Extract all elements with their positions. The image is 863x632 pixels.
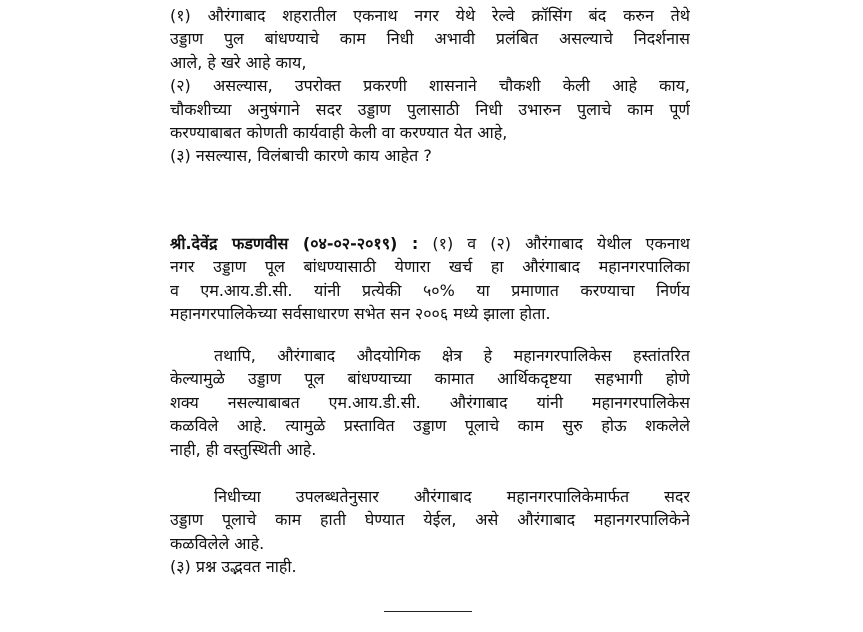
speaker-name-date: श्री.देवेंद्र फडणवीस (०४-०२-२०१९) :	[170, 234, 419, 253]
answer-line: नगर उड्डाण पूल बांधण्यासाठी येणारा खर्च हा औरंगाबाद महानगरपालिका	[170, 257, 690, 277]
answer-line: उड्डाण पूलाचे काम हाती घेण्यात येईल, असे औरंगाबाद महानगरपालिकेने	[170, 510, 690, 530]
question-block	[170, 4, 690, 168]
answer-line: केल्यामुळे उड्डाण पूल बांधण्याच्या कामात आर्थिकदृष्टया सहभागी होणे	[170, 369, 690, 389]
question-line: चौकशीच्या अनुषंगाने सदर उड्डाण पुलासाठी निधी उभारुन पुलाचे काम पूर्ण	[170, 99, 690, 119]
question-line: (२) असल्यास, उपरोक्त प्रकरणी शासनाने चौकशी केली आहे काय,	[170, 76, 690, 96]
answer-line: तथापि, औरंगाबाद औदयोगिक क्षेत्र हे महानगरपालिकेस हस्तांतरित	[214, 346, 690, 365]
question-line: (३) नसल्यास, विलंबाची कारणे काय आहेत ?	[170, 146, 432, 166]
answer-first-line	[170, 232, 690, 255]
answer-parts-1-2-intro: (१) व (२) औरंगाबाद येथील एकनाथ	[432, 234, 690, 253]
answer-block	[170, 232, 690, 326]
question-line: करण्याबाबत कोणती कार्यवाही केली वा करण्यात येत आहे,	[170, 122, 508, 142]
answer-line: कळविले आहे. त्यामुळे प्रस्तावित उड्डाण पूलाचे काम सुरु होऊ शकलेले	[170, 416, 690, 436]
answer-line: व एम.आय.डी.सी. यांनी प्रत्येकी ५०% या प्रमाणात करण्याचा निर्णय	[170, 280, 690, 300]
answer-paragraph-3	[170, 485, 690, 579]
question-line: आले, हे खरे आहे काय,	[170, 52, 307, 72]
answer-paragraph-2	[170, 344, 690, 461]
end-rule	[384, 611, 472, 612]
answer-line: निधीच्या उपलब्धतेनुसार औरंगाबाद महानगरपालिकेमार्फत सदर	[214, 487, 690, 506]
answer-line: शक्य नसल्याबाबत एम.आय.डी.सी. औरंगाबाद यांनी महानगरपालिकेस	[170, 392, 690, 412]
question-line: (१) औरंगाबाद शहरातील एकनाथ नगर येथे रेल्वे क्रॉसिंग बंद करुन तेथे	[170, 6, 690, 25]
answer-line: महानगरपालिकेच्या सर्वसाधारण सभेत सन २००६ मध्ये झाला होता.	[170, 304, 551, 324]
answer-part-3: (३) प्रश्न उद्भवत नाही.	[170, 557, 297, 577]
question-line: उड्डाण पुल बांधण्याचे काम निधी अभावी प्रलंबित असल्याचे निदर्शनास	[170, 29, 690, 49]
answer-line: कळविलेले आहे.	[170, 533, 265, 553]
answer-line: नाही, ही वस्तुस्थिती आहे.	[170, 439, 317, 459]
